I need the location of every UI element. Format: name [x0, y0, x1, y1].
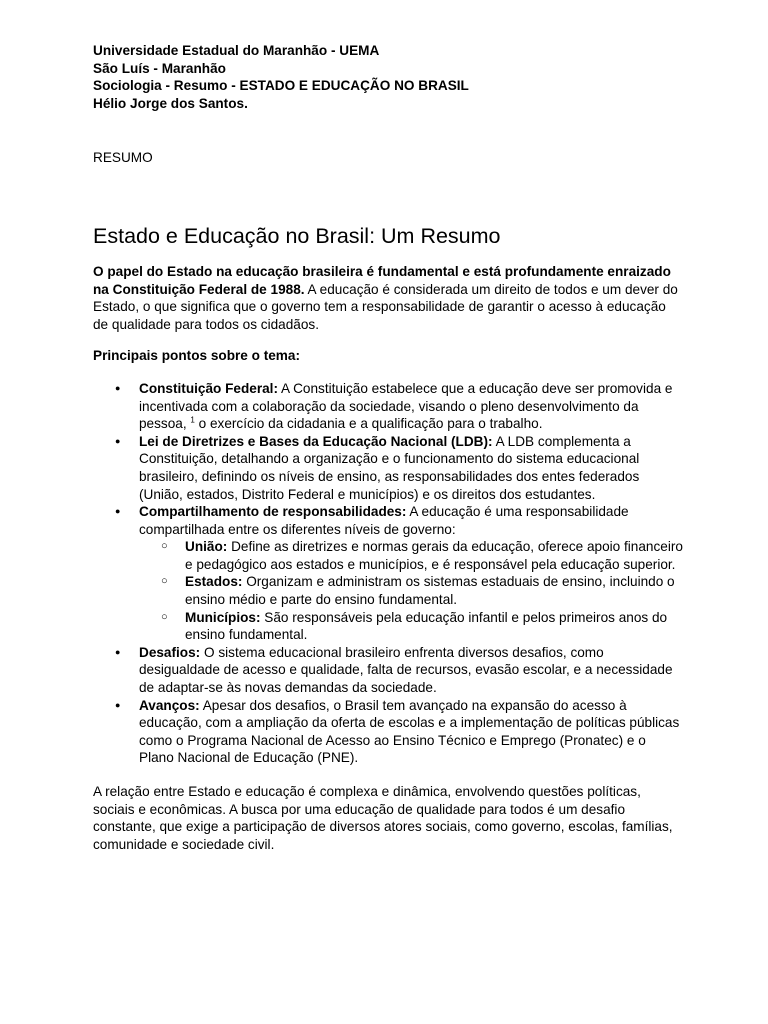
list-item-term: Desafios: [139, 644, 201, 660]
list-item-text: O sistema educacional brasileiro enfrenta diversos desafios, como desigualdade de acesso e qualidade, falta de recursos, evasão escolar, e a necessidade de adaptar-se às novas demandas da sociedade. [139, 644, 673, 696]
intro-bold-text: O papel do Estado na educação brasileira é fundamental e está profundamente enraizado na Constituição Federal de 1988. [93, 263, 671, 297]
list-item-constituicao [139, 380, 683, 433]
list-item-ldb [139, 433, 683, 503]
points-heading: Principais pontos sobre o tema: [93, 348, 300, 364]
list-item-compartilhamento [139, 503, 683, 644]
sub-item-term: Municípios: [185, 609, 261, 625]
document-page [93, 42, 683, 853]
document-title: Estado e Educação no Brasil: Um Resumo [93, 223, 501, 248]
header-city: São Luís - Maranhão [93, 60, 226, 76]
header-university: Universidade Estadual do Maranhão - UEMA [93, 43, 380, 58]
sub-item-term: Estados: [185, 574, 243, 590]
list-item-term: Constituição Federal: [139, 380, 278, 396]
list-item-text: A LDB complementa a Constituição, detalhando a organização e o funcionamento do sistema educacional brasileiro, definindo os níveis de ensino, as responsabilidades dos entes federados (União, estados, Distrito Federal e municípios) e os direitos dos estudantes. [139, 433, 640, 502]
closing-paragraph: A relação entre Estado e educação é complexa e dinâmica, envolvendo questões políticas, sociais e econômicas. A busca por uma educação de qualidade para todos é um desafio constante, que exige a participação de diversos atores sociais, como governo, escolas, famílias, comunidade e sociedade civil. [93, 784, 673, 852]
list-item-avancos [139, 697, 683, 767]
list-item-term: Compartilhamento de responsabilidades: [139, 504, 407, 520]
footnote-marker[interactable]: 1 [190, 415, 195, 425]
document-header [93, 42, 683, 112]
list-item-term: Avanços: [139, 697, 200, 713]
sub-item-text: São responsáveis pela educação infantil e pelos primeiros anos do ensino fundamental. [185, 609, 668, 643]
main-points-list [93, 380, 683, 767]
intro-paragraph [93, 263, 683, 333]
list-item-text: A Constituição estabelece que a educação deve ser promovida e incentivada com a colaboração da sociedade, visando o pleno desenvolvimento da pessoa, [139, 380, 673, 432]
sub-item-municipios [185, 609, 683, 644]
sub-item-term: União: [185, 539, 228, 555]
sub-item-estados [185, 573, 683, 608]
sub-item-text: Organizam e administram os sistemas estaduais de ensino, incluindo o ensino médio e parte do ensino fundamental. [185, 574, 675, 608]
header-course: Sociologia - Resumo - ESTADO E EDUCAÇÃO NO BRASIL [93, 78, 469, 94]
list-item-text: o exercício da cidadania e a qualificação para o trabalho. [194, 416, 543, 432]
list-item-text: Apesar dos desafios, o Brasil tem avançado na expansão do acesso à educação, com a ampliação da oferta de escolas e a implementação de políticas públicas como o Programa Nacional de Acesso ao Ensino Técnico e Emprego (Pronatec) e o Plano Nacional de Educação (PNE). [139, 697, 680, 766]
intro-text: A educação é considerada um direito de todos e um dever do Estado, o que significa que o governo tem a responsabilidade de garantir o acesso à educação de qualidade para todos os cidadãos. [93, 281, 678, 332]
resumo-label: RESUMO [93, 150, 153, 166]
sub-item-text: Define as diretrizes e normas gerais da educação, oferece apoio financeiro e pedagógico aos estados e municípios, e é responsável pela educação superior. [185, 539, 683, 572]
sub-points-list [139, 538, 683, 644]
list-item-desafios [139, 644, 683, 697]
list-item-term: Lei de Diretrizes e Bases da Educação Nacional (LDB): [139, 433, 493, 449]
sub-item-uniao [185, 538, 683, 573]
header-author: Hélio Jorge dos Santos. [93, 95, 248, 111]
list-item-text: A educação é uma responsabilidade compartilhada entre os diferentes níveis de governo: [139, 504, 629, 537]
